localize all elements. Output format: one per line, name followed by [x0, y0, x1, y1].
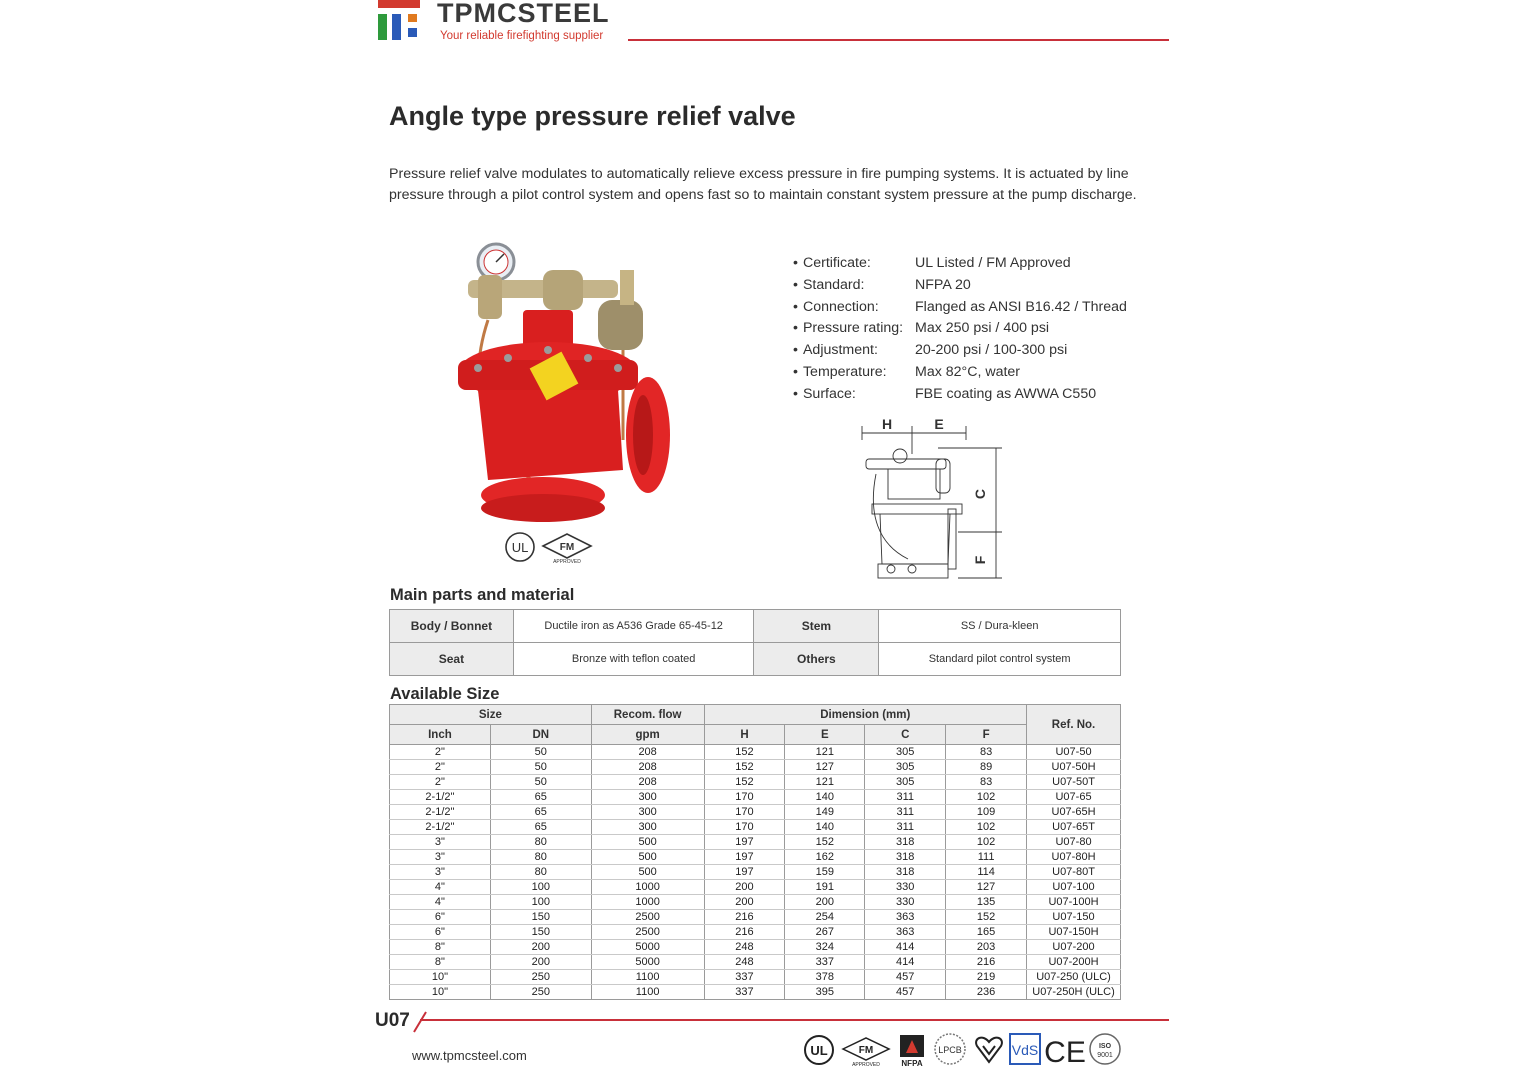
cell-c: 457	[865, 985, 946, 1000]
spec-value: Max 82°C, water	[915, 363, 1021, 380]
vds-icon	[1010, 1034, 1040, 1064]
cell-c: 318	[865, 865, 946, 880]
cell-c: 311	[865, 790, 946, 805]
dimension-drawing	[858, 414, 1003, 582]
table-row	[390, 970, 1121, 985]
col-inch: Inch	[390, 725, 491, 745]
table-row	[390, 850, 1121, 865]
cell-h: 152	[704, 775, 785, 790]
cell-dn: 100	[490, 895, 591, 910]
fm-approved-icon	[843, 1038, 889, 1068]
svg-text:9001: 9001	[1097, 1052, 1113, 1059]
cell-gpm: 500	[591, 865, 704, 880]
cell-h: 200	[704, 895, 785, 910]
cell-inch: 10"	[390, 985, 491, 1000]
svg-text:LPCB: LPCB	[938, 1045, 962, 1055]
cell-dn: 50	[490, 745, 591, 760]
cell-dn: 50	[490, 760, 591, 775]
svg-text:FM: FM	[559, 542, 575, 553]
cell-ref-no: U07-150H	[1027, 925, 1121, 940]
part-material: Bronze with teflon coated	[513, 643, 754, 676]
spec-value: NFPA 20	[915, 276, 971, 293]
spec-list	[793, 255, 1127, 408]
col-e: E	[785, 725, 865, 745]
part-material: SS / Dura-kleen	[879, 610, 1121, 643]
brand-tagline: Your reliable firefighting supplier	[440, 30, 604, 42]
ul-logo-icon	[506, 533, 534, 561]
cell-f: 109	[946, 805, 1027, 820]
spec-item	[793, 320, 1127, 342]
dim-label-h: H	[881, 416, 893, 432]
col-f: F	[946, 725, 1027, 745]
website-url: www.tpmcsteel.com	[412, 1048, 527, 1063]
dim-label-e: E	[934, 416, 944, 432]
cell-e: 191	[785, 880, 865, 895]
cell-ref-no: U07-200H	[1027, 955, 1121, 970]
col-group-dimension: Dimension (mm)	[704, 705, 1027, 725]
svg-text:UL: UL	[511, 540, 529, 555]
cell-inch: 2-1/2"	[390, 805, 491, 820]
cell-f: 203	[946, 940, 1027, 955]
cell-f: 114	[946, 865, 1027, 880]
cell-e: 337	[785, 955, 865, 970]
spec-item	[793, 277, 1127, 299]
table-row	[390, 643, 1121, 676]
cell-f: 83	[946, 745, 1027, 760]
cell-c: 363	[865, 925, 946, 940]
cell-dn: 250	[490, 985, 591, 1000]
cell-dn: 80	[490, 850, 591, 865]
model-code: U07	[375, 1010, 410, 1031]
header-divider	[628, 39, 1169, 41]
dim-label-c: C	[972, 488, 988, 500]
part-material: Ductile iron as A536 Grade 65-45-12	[513, 610, 754, 643]
col-group-size: Size	[390, 705, 592, 725]
spec-item	[793, 342, 1127, 364]
col-ref-no: Ref. No.	[1027, 705, 1121, 745]
cell-f: 152	[946, 910, 1027, 925]
ul-icon	[805, 1036, 833, 1064]
spec-key: • Adjustment:	[793, 342, 915, 364]
cell-h: 248	[704, 955, 785, 970]
table-row	[390, 880, 1121, 895]
cell-dn: 200	[490, 940, 591, 955]
cell-e: 121	[785, 745, 865, 760]
cell-h: 337	[704, 970, 785, 985]
spec-value: FBE coating as AWWA C550	[915, 385, 1097, 402]
cell-c: 318	[865, 835, 946, 850]
cell-c: 305	[865, 760, 946, 775]
cell-c: 330	[865, 895, 946, 910]
cell-c: 311	[865, 820, 946, 835]
cell-dn: 250	[490, 970, 591, 985]
cell-f: 135	[946, 895, 1027, 910]
size-table-body	[390, 745, 1121, 1000]
spec-value: Flanged as ANSI B16.42 / Thread	[915, 298, 1127, 315]
spec-key: • Connection:	[793, 299, 915, 321]
cell-c: 330	[865, 880, 946, 895]
cell-ref-no: U07-50H	[1027, 760, 1121, 775]
cell-gpm: 500	[591, 850, 704, 865]
cell-f: 165	[946, 925, 1027, 940]
brand-name: TPMCSTEEL	[437, 0, 610, 28]
cell-gpm: 5000	[591, 940, 704, 955]
footer-cert-logos	[803, 1032, 1123, 1068]
size-section-title: Available Size	[390, 685, 500, 703]
cell-ref-no: U07-65H	[1027, 805, 1121, 820]
cell-gpm: 208	[591, 760, 704, 775]
cell-e: 378	[785, 970, 865, 985]
cell-inch: 6"	[390, 910, 491, 925]
cell-inch: 2"	[390, 760, 491, 775]
svg-text:VdS: VdS	[1011, 1042, 1039, 1058]
cell-f: 111	[946, 850, 1027, 865]
spec-key: • Standard:	[793, 277, 915, 299]
spec-key: • Certificate:	[793, 255, 915, 277]
cell-gpm: 500	[591, 835, 704, 850]
cell-e: 162	[785, 850, 865, 865]
product-cert-logos	[503, 530, 598, 564]
cell-e: 149	[785, 805, 865, 820]
valve-product-image	[448, 240, 678, 530]
svg-text:FM: FM	[858, 1045, 874, 1056]
cell-h: 197	[704, 835, 785, 850]
ce-icon	[1044, 1036, 1086, 1068]
cell-h: 170	[704, 790, 785, 805]
cell-h: 216	[704, 925, 785, 940]
table-row	[390, 955, 1121, 970]
svg-text:APPROVED: APPROVED	[553, 559, 581, 564]
table-row	[390, 910, 1121, 925]
col-gpm: gpm	[591, 725, 704, 745]
table-row	[390, 820, 1121, 835]
table-header-row	[390, 705, 1121, 725]
cell-ref-no: U07-150	[1027, 910, 1121, 925]
cell-ref-no: U07-100	[1027, 880, 1121, 895]
svg-text:UL: UL	[810, 1043, 828, 1058]
cell-h: 197	[704, 850, 785, 865]
cell-gpm: 300	[591, 790, 704, 805]
cell-ref-no: U07-100H	[1027, 895, 1121, 910]
cell-h: 216	[704, 910, 785, 925]
table-row	[390, 610, 1121, 643]
size-table	[389, 704, 1121, 1000]
spec-key: • Temperature:	[793, 364, 915, 386]
cell-h: 152	[704, 760, 785, 775]
table-row	[390, 940, 1121, 955]
intro-paragraph: Pressure relief valve modulates to automatically relieve excess pressure in fire pumping systems. It is actuated by line pressure through a pilot control system and opens fast so to maintain constant system pressure at the pump discharge.	[389, 166, 1137, 203]
spec-item	[793, 255, 1127, 277]
cell-e: 140	[785, 820, 865, 835]
cell-f: 83	[946, 775, 1027, 790]
cell-e: 254	[785, 910, 865, 925]
svg-text:APPROVED: APPROVED	[852, 1062, 880, 1068]
svg-text:CE: CE	[1044, 1036, 1086, 1068]
cell-inch: 10"	[390, 970, 491, 985]
cell-gpm: 2500	[591, 910, 704, 925]
cell-ref-no: U07-80	[1027, 835, 1121, 850]
table-row	[390, 745, 1121, 760]
cell-ref-no: U07-250 (ULC)	[1027, 970, 1121, 985]
fm-approved-logo-icon	[543, 534, 591, 564]
cell-c: 311	[865, 805, 946, 820]
spec-item	[793, 386, 1127, 408]
spec-key: • Surface:	[793, 386, 915, 408]
cell-gpm: 1100	[591, 970, 704, 985]
table-row	[390, 835, 1121, 850]
cell-h: 248	[704, 940, 785, 955]
part-name: Stem	[754, 610, 879, 643]
parts-material-table	[389, 609, 1121, 676]
dim-label-f: F	[972, 555, 988, 565]
cell-f: 127	[946, 880, 1027, 895]
cell-e: 200	[785, 895, 865, 910]
spec-item	[793, 299, 1127, 321]
brand-logo-icon	[378, 0, 422, 42]
spec-value: UL Listed / FM Approved	[915, 255, 1071, 271]
cell-e: 121	[785, 775, 865, 790]
table-header-row	[390, 725, 1121, 745]
cell-gpm: 2500	[591, 925, 704, 940]
cell-inch: 3"	[390, 865, 491, 880]
table-row	[390, 985, 1121, 1000]
nfpa-icon	[900, 1035, 924, 1068]
cell-e: 267	[785, 925, 865, 940]
cell-inch: 3"	[390, 850, 491, 865]
cell-inch: 2"	[390, 775, 491, 790]
cell-inch: 2-1/2"	[390, 790, 491, 805]
cell-f: 236	[946, 985, 1027, 1000]
cell-c: 457	[865, 970, 946, 985]
spec-item	[793, 364, 1127, 386]
cell-inch: 8"	[390, 955, 491, 970]
lpcb-icon	[935, 1034, 965, 1064]
iso9001-icon	[1090, 1034, 1120, 1064]
cell-c: 318	[865, 850, 946, 865]
col-h: H	[704, 725, 785, 745]
cell-ref-no: U07-50T	[1027, 775, 1121, 790]
cell-gpm: 208	[591, 775, 704, 790]
cell-e: 395	[785, 985, 865, 1000]
table-row	[390, 760, 1121, 775]
cell-c: 305	[865, 745, 946, 760]
cell-c: 414	[865, 940, 946, 955]
svg-text:ISO: ISO	[1098, 1043, 1112, 1050]
svg-text:NFPA: NFPA	[901, 1059, 923, 1068]
cell-dn: 150	[490, 910, 591, 925]
cell-inch: 3"	[390, 835, 491, 850]
cell-inch: 6"	[390, 925, 491, 940]
cell-f: 102	[946, 835, 1027, 850]
parts-section-title: Main parts and material	[390, 586, 575, 604]
cell-ref-no: U07-250H (ULC)	[1027, 985, 1121, 1000]
cell-gpm: 300	[591, 805, 704, 820]
cell-gpm: 300	[591, 820, 704, 835]
cell-ref-no: U07-80H	[1027, 850, 1121, 865]
vds-heart-icon	[976, 1038, 1002, 1062]
cell-inch: 2"	[390, 745, 491, 760]
col-c: C	[865, 725, 946, 745]
cell-e: 324	[785, 940, 865, 955]
cell-gpm: 1100	[591, 985, 704, 1000]
cell-ref-no: U07-50	[1027, 745, 1121, 760]
spec-key: • Pressure rating:	[793, 320, 915, 342]
cell-e: 152	[785, 835, 865, 850]
cell-h: 170	[704, 805, 785, 820]
table-row	[390, 805, 1121, 820]
table-row	[390, 790, 1121, 805]
cell-e: 140	[785, 790, 865, 805]
col-group-flow: Recom. flow	[591, 705, 704, 725]
part-name: Seat	[390, 643, 514, 676]
table-row	[390, 895, 1121, 910]
cell-e: 127	[785, 760, 865, 775]
cell-f: 102	[946, 790, 1027, 805]
cell-dn: 80	[490, 865, 591, 880]
cell-c: 363	[865, 910, 946, 925]
cell-f: 216	[946, 955, 1027, 970]
cell-dn: 65	[490, 820, 591, 835]
cell-dn: 100	[490, 880, 591, 895]
cell-ref-no: U07-65	[1027, 790, 1121, 805]
cell-inch: 8"	[390, 940, 491, 955]
cell-inch: 4"	[390, 895, 491, 910]
cell-inch: 2-1/2"	[390, 820, 491, 835]
cell-h: 170	[704, 820, 785, 835]
part-material: Standard pilot control system	[879, 643, 1121, 676]
col-dn: DN	[490, 725, 591, 745]
cell-inch: 4"	[390, 880, 491, 895]
part-name: Others	[754, 643, 879, 676]
cell-dn: 200	[490, 955, 591, 970]
cell-dn: 80	[490, 835, 591, 850]
cell-ref-no: U07-65T	[1027, 820, 1121, 835]
page-title: Angle type pressure relief valve	[389, 101, 796, 131]
spec-value: Max 250 psi / 400 psi	[915, 320, 1050, 337]
cell-ref-no: U07-80T	[1027, 865, 1121, 880]
cell-gpm: 1000	[591, 880, 704, 895]
footer-divider	[420, 1019, 1169, 1021]
cell-f: 102	[946, 820, 1027, 835]
cell-c: 305	[865, 775, 946, 790]
cell-dn: 150	[490, 925, 591, 940]
footer-slash-icon	[412, 1010, 428, 1034]
part-name: Body / Bonnet	[390, 610, 514, 643]
cell-ref-no: U07-200	[1027, 940, 1121, 955]
cell-dn: 65	[490, 790, 591, 805]
cell-dn: 65	[490, 805, 591, 820]
cell-f: 219	[946, 970, 1027, 985]
table-row	[390, 865, 1121, 880]
cell-h: 152	[704, 745, 785, 760]
cell-gpm: 208	[591, 745, 704, 760]
cell-dn: 50	[490, 775, 591, 790]
cell-h: 197	[704, 865, 785, 880]
cell-gpm: 5000	[591, 955, 704, 970]
cell-f: 89	[946, 760, 1027, 775]
cell-h: 337	[704, 985, 785, 1000]
cell-c: 414	[865, 955, 946, 970]
table-row	[390, 775, 1121, 790]
spec-value: 20-200 psi / 100-300 psi	[915, 342, 1068, 359]
cell-h: 200	[704, 880, 785, 895]
cell-gpm: 1000	[591, 895, 704, 910]
cell-e: 159	[785, 865, 865, 880]
table-row	[390, 925, 1121, 940]
